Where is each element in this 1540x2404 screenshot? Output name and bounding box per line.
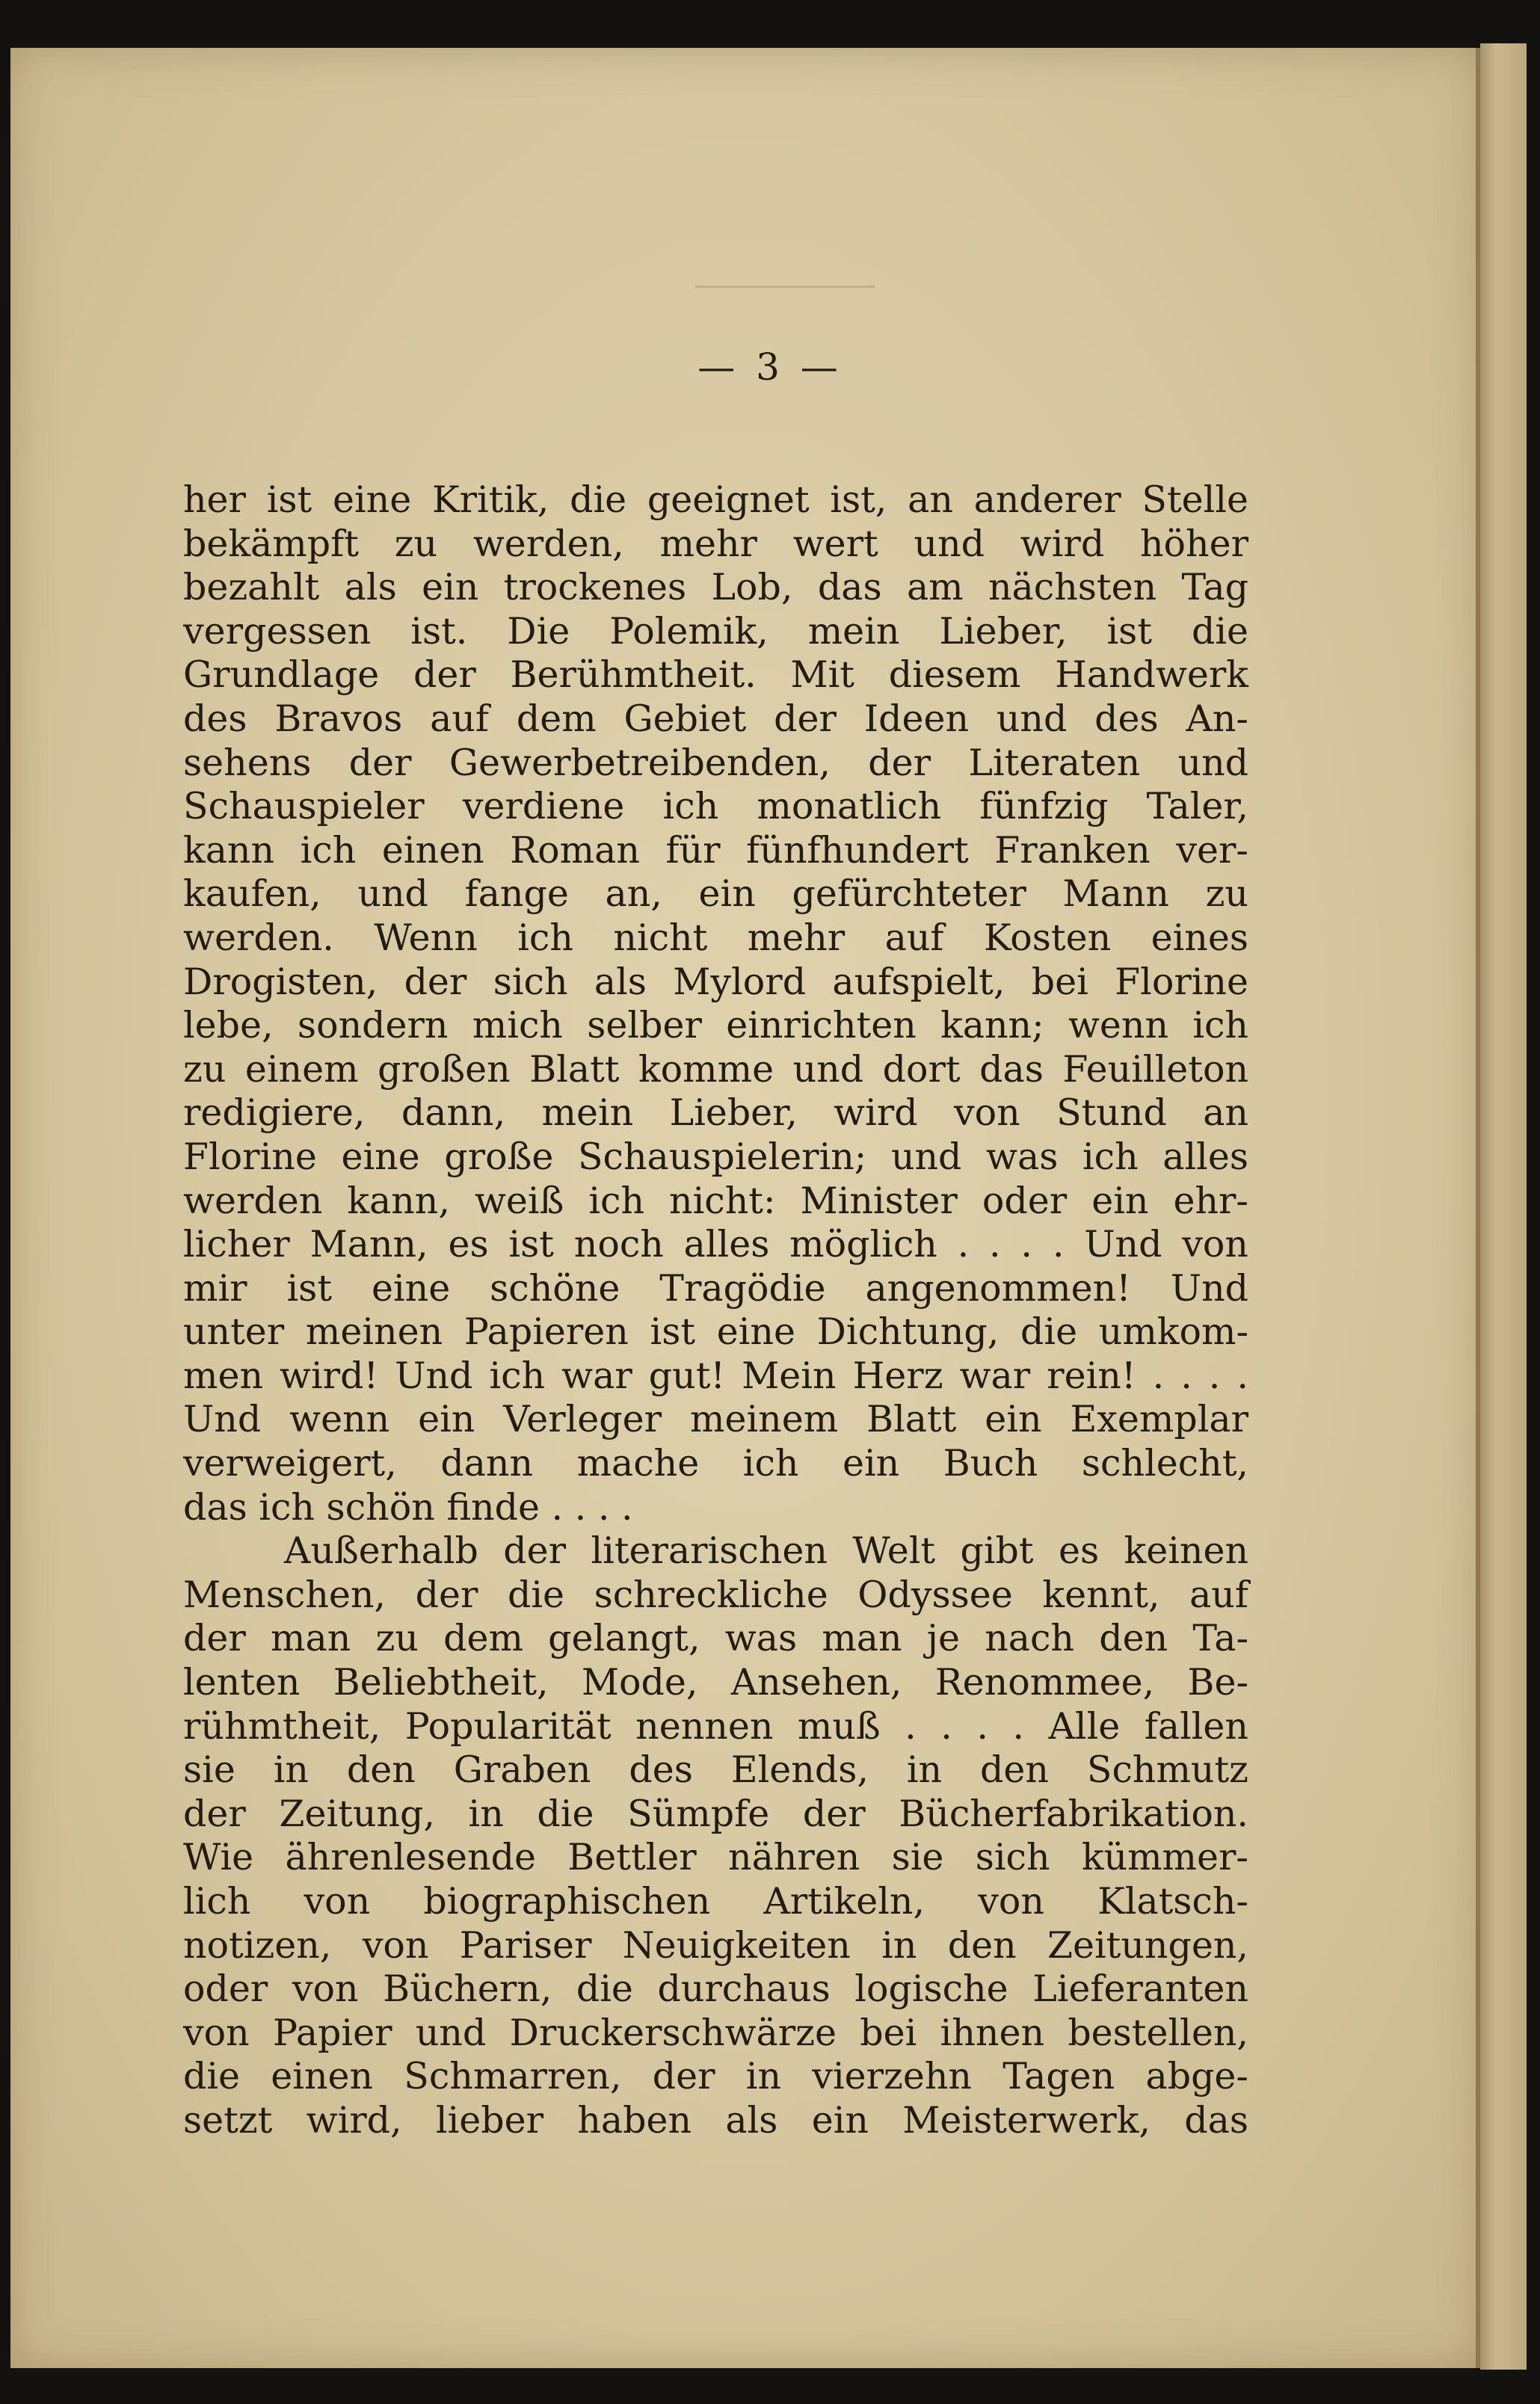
text-line: werden. Wenn ich nicht mehr auf Kosten eines xyxy=(183,916,1248,959)
text-line: notizen, von Pariser Neuigkeiten in den Zeitungen, xyxy=(183,1923,1248,1967)
text-line: her ist eine Kritik, die geeignet ist, an anderer Stelle xyxy=(183,478,1248,521)
text-line: Und wenn ein Verleger meinem Blatt ein Exemplar xyxy=(183,1398,1248,1441)
paragraph-end-line: das ich schön finde . . . . xyxy=(183,1485,633,1529)
text-line: Wie ährenlesende Bettler nähren sie sich kümmer- xyxy=(183,1836,1248,1879)
text-line: unter meinen Papieren ist eine Dichtung, die umkom- xyxy=(183,1310,1248,1354)
text-line: Menschen, der die schreckliche Odyssee kennt, auf xyxy=(183,1573,1248,1616)
text-line: sie in den Graben des Elends, in den Schmutz xyxy=(183,1748,1248,1792)
text-line: mir ist eine schöne Tragödie angenommen! Und xyxy=(183,1266,1248,1310)
text-line: rühmtheit, Popularität nennen muß . . . . Alle fallen xyxy=(183,1704,1248,1748)
text-line: zu einem großen Blatt komme und dort das Feuilleton xyxy=(183,1047,1248,1091)
text-line: verweigert, dann mache ich ein Buch schlecht, xyxy=(183,1442,1248,1485)
text-line: werden kann, weiß ich nicht: Minister oder ein ehr- xyxy=(183,1179,1248,1222)
text-line: licher Mann, es ist noch alles möglich . . . . Und von xyxy=(183,1223,1248,1266)
text-line: redigiere, dann, mein Lieber, wird von Stund an xyxy=(183,1091,1248,1135)
text-line: sehens der Gewerbetreibenden, der Literaten und xyxy=(183,741,1248,784)
text-line: lebe, sondern mich selber einrichten kann; wenn ich xyxy=(183,1004,1248,1047)
text-line: des Bravos auf dem Gebiet der Ideen und des An- xyxy=(183,697,1248,740)
text-line: die einen Schmarren, der in vierzehn Tagen abge- xyxy=(183,2055,1248,2098)
text-line: lenten Beliebtheit, Mode, Ansehen, Renommee, Be- xyxy=(183,1661,1248,1704)
facing-page-edge xyxy=(1480,43,1527,2370)
text-line: setzt wird, lieber haben als ein Meisterwerk, das xyxy=(183,2098,1248,2142)
text-line: bekämpft zu werden, mehr wert und wird höher xyxy=(183,522,1248,565)
text-line: kaufen, und fange an, ein gefürchteter Mann zu xyxy=(183,872,1248,916)
text-line: der Zeitung, in die Sümpfe der Bücherfabrikation. xyxy=(183,1792,1248,1835)
text-line: oder von Büchern, die durchaus logische Lieferanten xyxy=(183,1967,1248,2011)
text-line: men wird! Und ich war gut! Mein Herz war rein! . . . . xyxy=(183,1354,1248,1397)
text-line: bezahlt als ein trockenes Lob, das am nächsten Tag xyxy=(183,566,1248,609)
page-number: — 3 — xyxy=(697,345,843,389)
faint-header-rule xyxy=(695,286,875,288)
paragraph-start-line: Außerhalb der literarischen Welt gibt es keinen xyxy=(284,1529,1248,1573)
text-line: kann ich einen Roman für fünfhundert Franken ver- xyxy=(183,828,1248,872)
page-gutter xyxy=(1476,48,1480,2368)
text-line: von Papier und Druckerschwärze bei ihnen bestellen, xyxy=(183,2011,1248,2054)
text-line: der man zu dem gelangt, was man je nach den Ta- xyxy=(183,1617,1248,1660)
body-text xyxy=(183,478,1248,2143)
text-line: Florine eine große Schauspielerin; und was ich alles xyxy=(183,1135,1248,1178)
text-line: Grundlage der Berühmtheit. Mit diesem Handwerk xyxy=(183,653,1248,697)
text-line: Schauspieler verdiene ich monatlich fünfzig Taler, xyxy=(183,785,1248,828)
text-line: lich von biographischen Artikeln, von Klatsch- xyxy=(183,1880,1248,1923)
text-line: Drogisten, der sich als Mylord aufspielt, bei Florine xyxy=(183,960,1248,1003)
text-line: vergessen ist. Die Polemik, mein Lieber, ist die xyxy=(183,609,1248,653)
